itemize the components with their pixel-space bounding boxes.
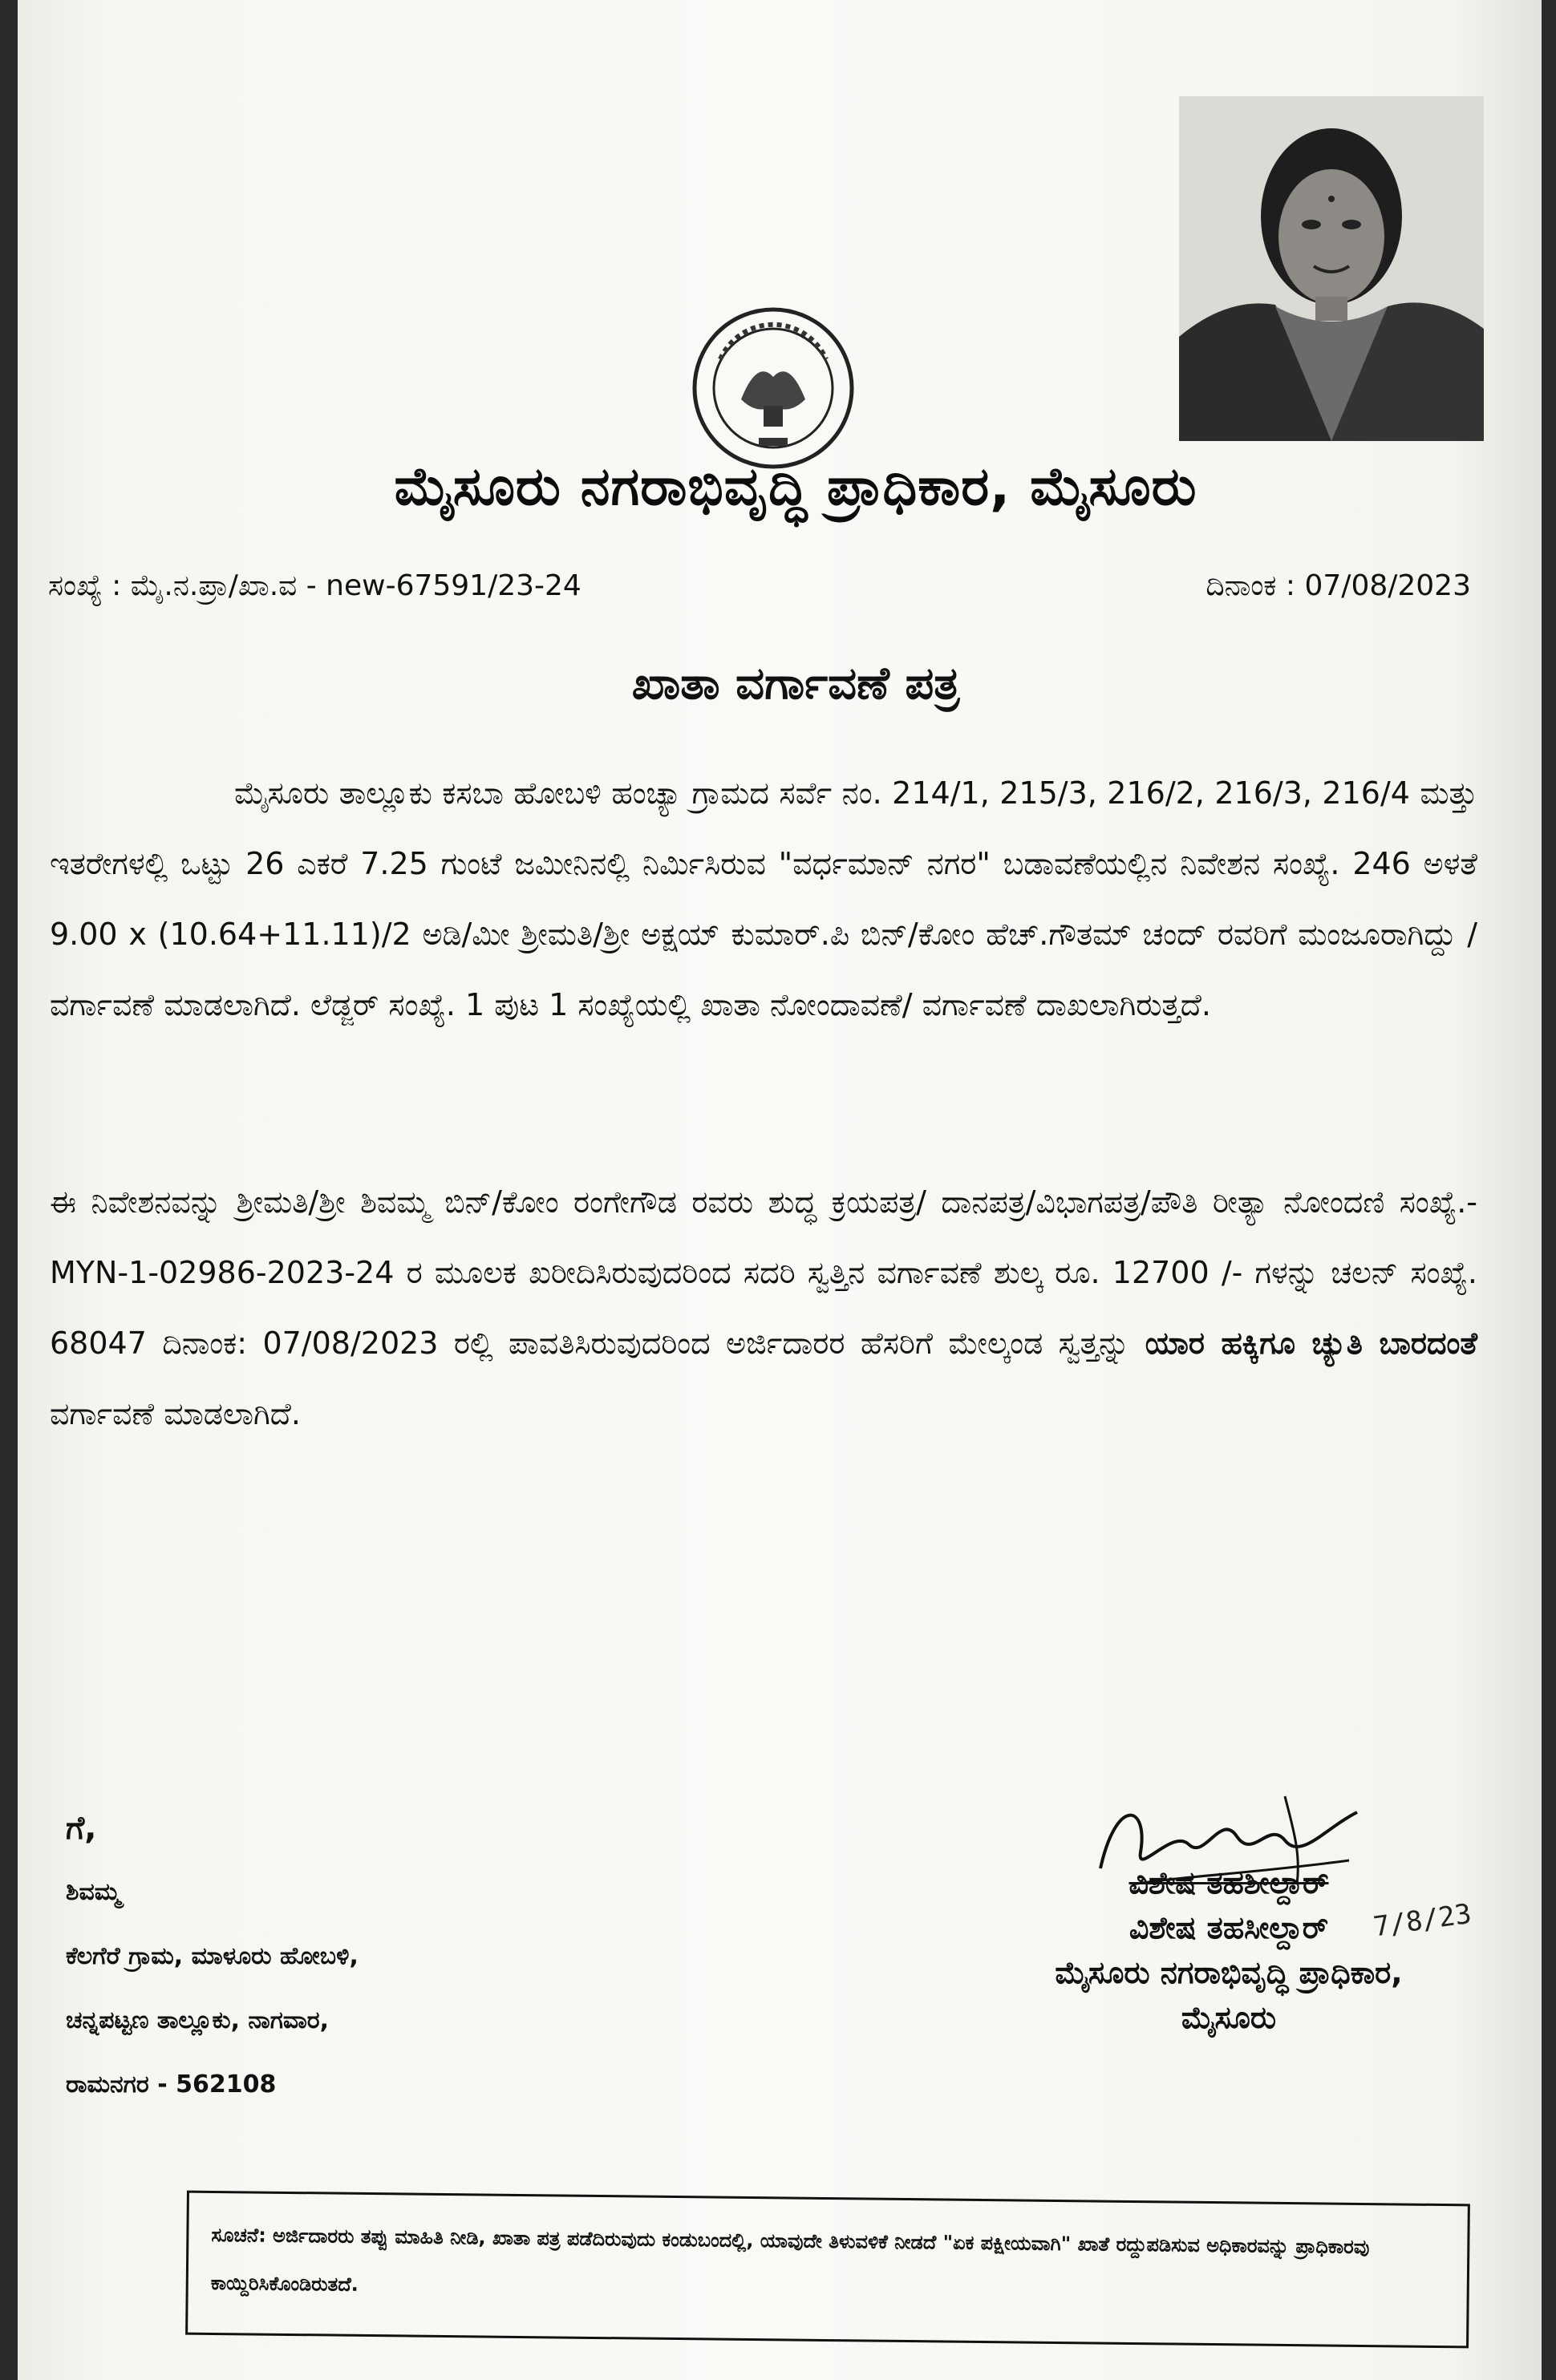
address-to: ಗೆ, bbox=[66, 1810, 97, 1847]
signatory-designation: ವಿಶೇಷ ತಹಸೀಲ್ದಾರ್ bbox=[1129, 1910, 1329, 1945]
address-line-3: ರಾಮನಗರ - 562108 bbox=[66, 2070, 277, 2099]
recipient-address bbox=[66, 1796, 359, 2117]
address-line-1: ಕೆಲಗೆರೆ ಗ್ರಾಮ, ಮಾಳೂರು ಹೋಬಳಿ, bbox=[66, 1942, 359, 1970]
notice-text: ಸೂಚನೆ: ಅರ್ಜಿದಾರರು ತಪ್ಪು ಮಾಹಿತಿ ನೀಡಿ, ಖಾತಾ ಪತ್ರ ಪಡೆದಿರುವುದು ಕಂಡುಬಂದಲ್ಲಿ, ಯಾವುದೇ ತಿಳುವಳಿಕೆ ನೀಡದೆ "ಏಕ ಪಕ್ಷೀಯವಾಗಿ" ಖಾತೆ ರದ್ದುಪಡಿಸುವ ಅಧಿಕಾರವನ್ನು ಪ್ರಾಧಿಕಾರವು ಕಾಯ್ದಿರಿಸಿಕೊಂಡಿರುತದೆ. bbox=[210, 2223, 1370, 2296]
recipient-name: ಶಿವಮ್ಮ bbox=[66, 1878, 121, 1906]
signatory-organization: ಮೈಸೂರು ನಗರಾಭಿವೃದ್ಧಿ ಪ್ರಾಧಿಕಾರ, bbox=[1055, 1955, 1403, 1990]
body-paragraph-1: ಮೈಸೂರು ತಾಲ್ಲೂಕು ಕಸಬಾ ಹೋಬಳಿ ಹಂಚ್ಯಾ ಗ್ರಾಮದ ಸರ್ವೆ ನಂ. 214/1, 215/3, 216/2, 216/3, 216/4 ಮತ್ತು ಇತರೇಗಳಲ್ಲಿ ಒಟ್ಟು 26 ಎಕರೆ 7.25 ಗುಂಟೆ ಜಮೀನಿನಲ್ಲಿ ನಿರ್ಮಿಸಿರುವ "ವರ್ಧಮಾನ್ ನಗರ" ಬಡಾವಣೆಯಲ್ಲಿನ ನಿವೇಶನ ಸಂಖ್ಯೆ. 246 ಅಳತೆ 9.00 x (10.64+11.11)/2 ಅಡಿ/ಮೀ ಶ್ರೀಮತಿ/ಶ್ರೀ ಅಕ್ಷಯ್ ಕುಮಾರ್.ಪಿ ಬಿನ್/ಕೋಂ ಹೆಚ್.ಗೌತಮ್ ಚಂದ್ ರವರಿಗೆ ಮಂಜೂರಾಗಿದ್ದು / ವರ್ಗಾವಣೆ ಮಾಡಲಾಗಿದೆ. ಲೆಡ್ಜರ್ ಸಂಖ್ಯೆ. 1 ಪುಟ 1 ಸಂಖ್ಯೆಯಲ್ಲಿ ಖಾತಾ ನೋಂದಾವಣೆ/ ವರ್ಗಾವಣೆ ದಾಖಲಾಗಿರುತ್ತದೆ. bbox=[50, 775, 1477, 1022]
applicant-photo bbox=[1179, 96, 1484, 441]
paragraph-2-bold: ಯಾರ ಹಕ್ಕಿಗೂ ಚ್ಯುತಿ ಬಾರದಂತೆ bbox=[1145, 1326, 1477, 1361]
handwritten-date: 7/8/23 bbox=[1371, 1897, 1474, 1944]
signatory-city: ಮೈಸೂರು bbox=[1181, 2000, 1277, 2035]
paragraph-2-main: ಈ ನಿವೇಶನವನ್ನು ಶ್ರೀಮತಿ/ಶ್ರೀ ಶಿವಮ್ಮ ಬಿನ್/ಕೋಂ ರಂಗೇಗೌಡ ರವರು ಶುದ್ಧ ಕ್ರಯಪತ್ರ/ ದಾನಪತ್ರ/ವಿಭಾಗಪತ್ರ/ಪೌತಿ ರೀತ್ಯಾ ನೋಂದಣಿ ಸಂಖ್ಯೆ.- MYN-1-02986-2023-24 ರ ಮೂಲಕ ಖರೀದಿಸಿರುವುದರಿಂದ ಸದರಿ ಸ್ವತ್ತಿನ ವರ್ಗಾವಣೆ ಶುಲ್ಕ ರೂ. 12700 /- ಗಳನ್ನು ಚಲನ್ ಸಂಖ್ಯೆ. 68047 ದಿನಾಂಕ: 07/08/2023 ರಲ್ಲಿ ಪಾವತಿಸಿರುವುದರಿಂದ ಅರ್ಜಿದಾರರ ಹೆಸರಿಗೆ ಮೇಲ್ಕಂಡ ಸ್ವತ್ತನ್ನು bbox=[50, 1184, 1477, 1361]
struck-designation: ವಿಶೇಷ ತಹಶೀಲ್ದಾರ್ bbox=[1129, 1865, 1329, 1900]
organization-title: ಮೈಸೂರು ನಗರಾಭಿವೃದ್ಧಿ ಪ್ರಾಧಿಕಾರ, ಮೈಸೂರು bbox=[394, 455, 1197, 517]
notice-box bbox=[185, 2191, 1470, 2349]
reference-number: ಸಂಖ್ಯೆ : ಮೈ.ನ.ಪ್ರಾ/ಖಾ.ವ - new-67591/23-24 bbox=[48, 569, 581, 602]
document-title: ಖಾತಾ ವರ್ಗಾವಣೆ ಪತ್ರ bbox=[631, 658, 960, 710]
address-line-2: ಚನ್ನಪಟ್ಟಣ ತಾಲ್ಲೂಕು, ನಾಗವಾರ, bbox=[66, 2006, 330, 2034]
signatory-block bbox=[980, 1860, 1477, 2040]
body-paragraph-2 bbox=[50, 1167, 1477, 1449]
issue-date: ದಿನಾಂಕ : 07/08/2023 bbox=[1205, 569, 1471, 602]
authority-seal-icon bbox=[688, 303, 858, 473]
paragraph-2-end: ವರ್ಗಾವಣೆ ಮಾಡಲಾಗಿದೆ. bbox=[50, 1396, 301, 1431]
document-page bbox=[18, 0, 1542, 2380]
